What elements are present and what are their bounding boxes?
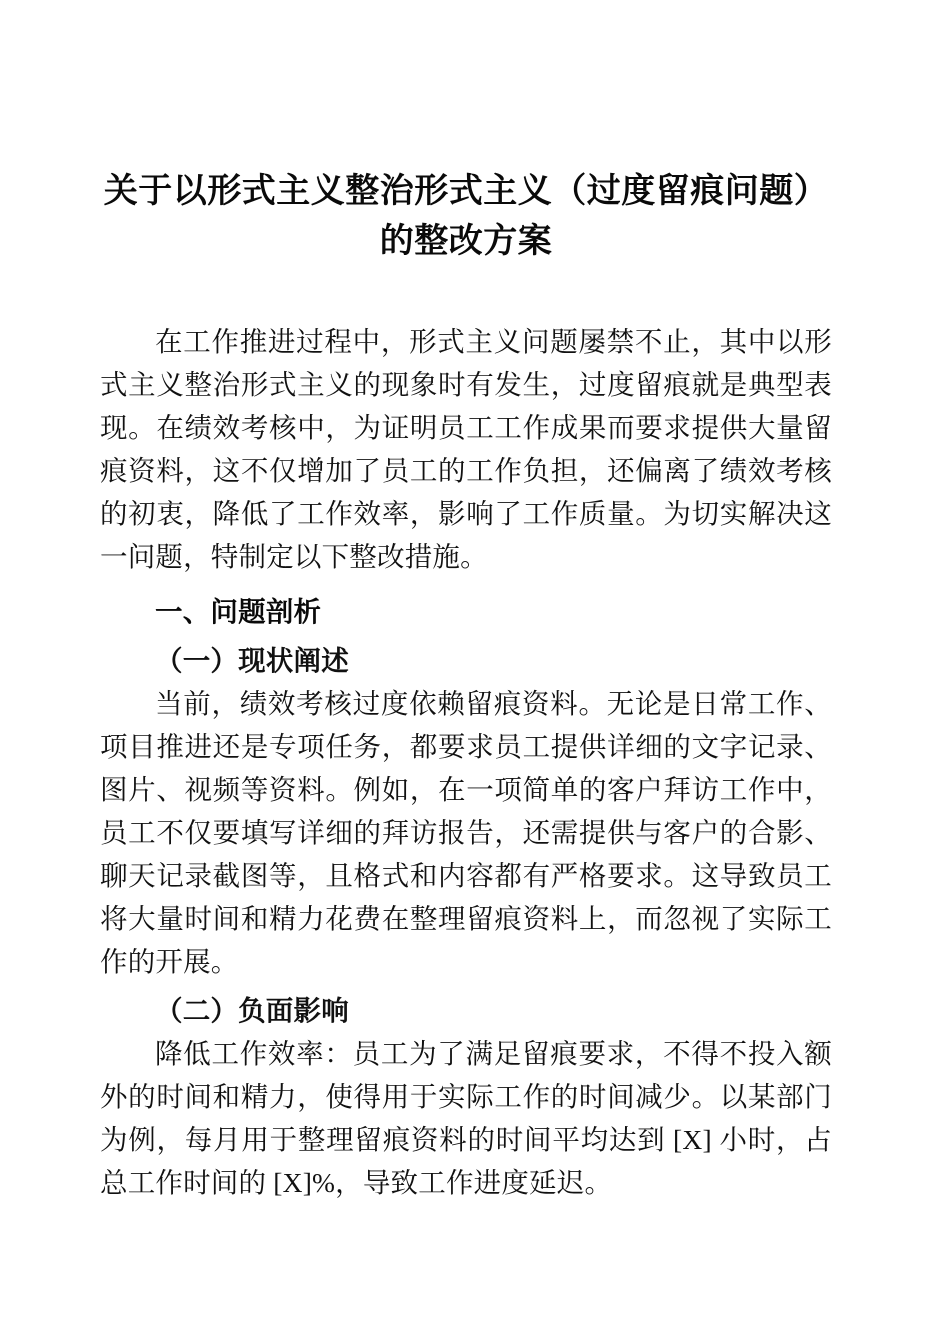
subsection-heading-one-two: （二）负面影响 bbox=[155, 995, 349, 1026]
page-title: 关于以形式主义整治形式主义（过度留痕问题）的整改方案 bbox=[103, 172, 829, 260]
subsection-one-two-paragraph: 降低工作效率：员工为了满足留痕要求，不得不投入额外的时间和精力，使得用于实际工作的时间减少。以某部门为例，每月用于整理留痕资料的时间平均达到 [X] 小时，占总工作时间的 [X]%，导致工作进度延迟。 bbox=[100, 1038, 832, 1198]
document-content-column bbox=[100, 0, 832, 1204]
intro-paragraph: 在工作推进过程中，形式主义问题屡禁不止，其中以形式主义整治形式主义的现象时有发生，过度留痕就是典型表现。在绩效考核中，为证明员工工作成果而要求提供大量留痕资料，这不仅增加了员工的工作负担，还偏离了绩效考核的初衷，降低了工作效率，影响了工作质量。为切实解决这一问题，特制定以下整改措施。 bbox=[100, 326, 832, 572]
subsection-one-one-paragraph: 当前，绩效考核过度依赖留痕资料。无论是日常工作、项目推进还是专项任务，都要求员工提供详细的文字记录、图片、视频等资料。例如，在一项简单的客户拜访工作中，员工不仅要填写详细的拜访报告，还需提供与客户的合影、聊天记录截图等，且格式和内容都有严格要求。这导致员工将大量时间和精力花费在整理留痕资料上，而忽视了实际工作的开展。 bbox=[100, 688, 832, 977]
section-heading-one: 一、问题剖析 bbox=[155, 596, 322, 627]
subsection-heading-one-one: （一）现状阐述 bbox=[155, 645, 349, 676]
